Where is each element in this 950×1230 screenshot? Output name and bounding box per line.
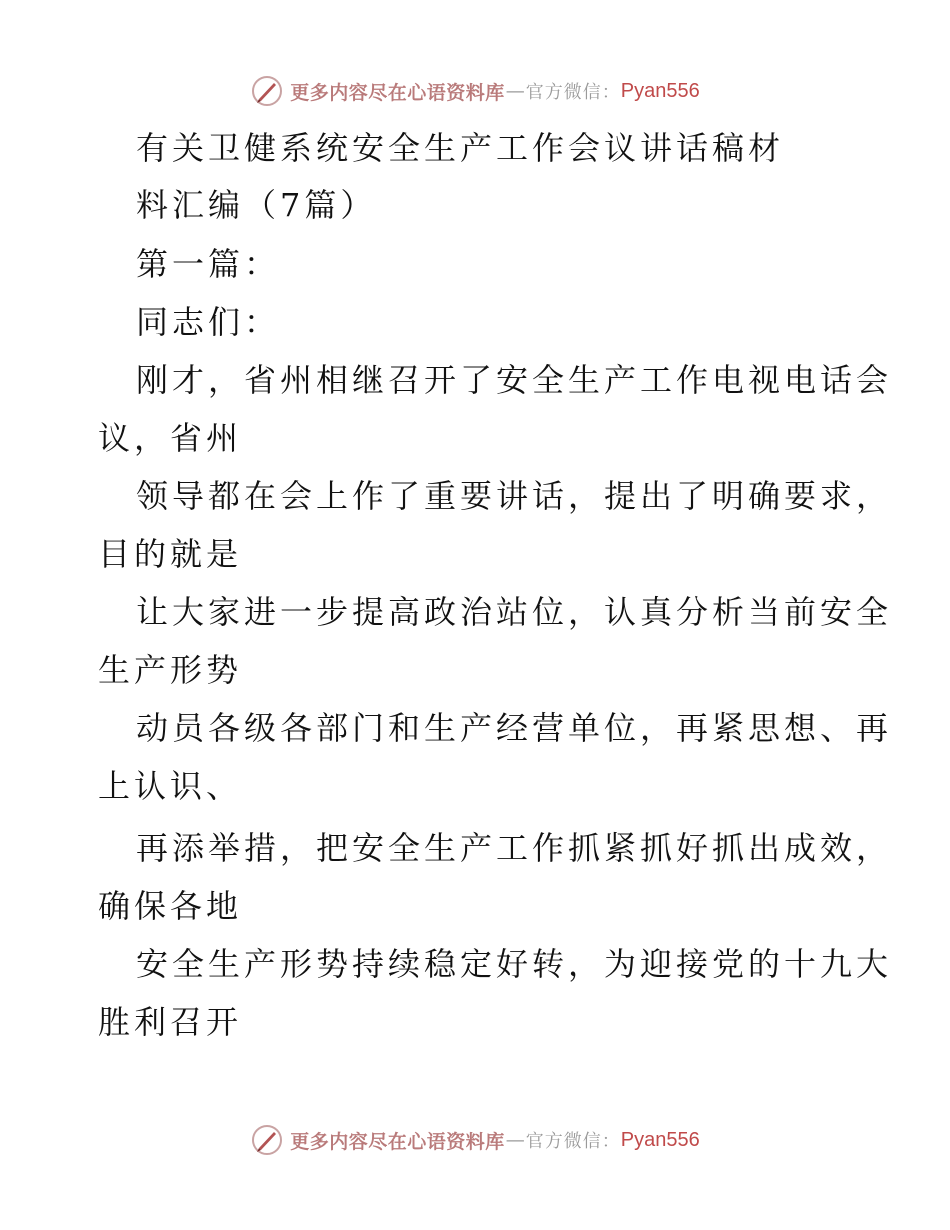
body-line: 动员各级各部门和生产经营单位，再紧思想、再: [136, 709, 893, 747]
footer-dash: —: [505, 1129, 525, 1151]
footer-site-text: 更多内容尽在心语资料库: [290, 1130, 505, 1153]
header-banner: [0, 71, 950, 111]
section-heading: 第一篇：: [136, 245, 281, 283]
body-line: 上认识、: [98, 767, 243, 805]
document-title-line-2: 料汇编（7篇）: [136, 186, 377, 224]
footer-banner: [0, 1120, 950, 1160]
body-line: 议，省州: [98, 419, 243, 457]
quill-logo-icon: [250, 1123, 284, 1157]
body-line: 安全生产形势持续稳定好转，为迎接党的十九大: [136, 945, 893, 983]
body-line: 再添举措，把安全生产工作抓紧抓好抓出成效，: [136, 829, 893, 867]
document-title-line-1: 有关卫健系统安全生产工作会议讲话稿材: [136, 129, 785, 167]
header-dash: —: [505, 80, 525, 102]
header-wechat-id: Pyan556: [620, 79, 700, 102]
salutation: 同志们：: [136, 303, 281, 341]
body-line: 确保各地: [98, 887, 243, 925]
footer-wechat-label: 官方微信：: [525, 1131, 621, 1152]
body-line: 刚才，省州相继召开了安全生产工作电视电话会: [136, 361, 893, 399]
header-wechat-label: 官方微信：: [525, 82, 621, 103]
header-site-text: 更多内容尽在心语资料库: [290, 81, 505, 104]
body-line: 让大家进一步提高政治站位，认真分析当前安全: [136, 593, 893, 631]
quill-logo-icon: [250, 74, 284, 108]
body-line: 胜利召开: [98, 1003, 243, 1041]
footer-wechat-id: Pyan556: [620, 1128, 700, 1151]
body-line: 领导都在会上作了重要讲话，提出了明确要求，: [136, 477, 893, 515]
body-line: 生产形势: [98, 651, 243, 689]
body-line: 目的就是: [98, 535, 243, 573]
